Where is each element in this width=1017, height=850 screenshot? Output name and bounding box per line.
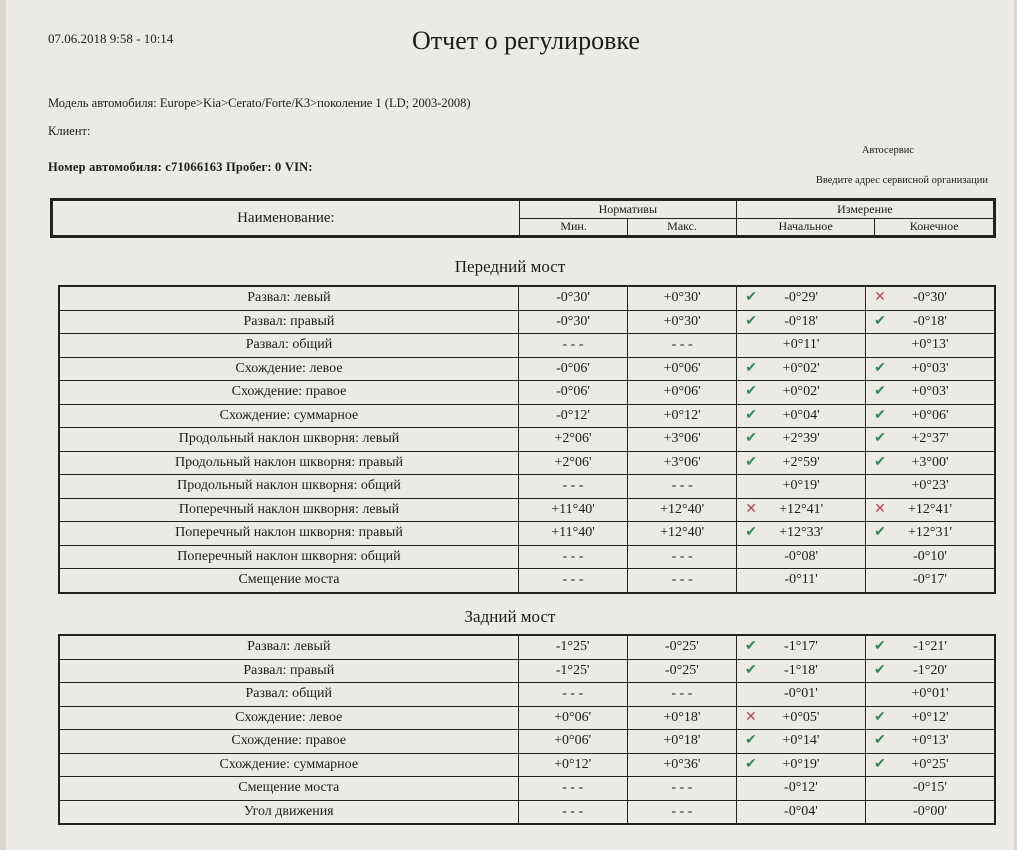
norm-min — [518, 404, 627, 428]
cell-value: - - - — [671, 572, 693, 588]
cell-value: Развал: общий — [245, 337, 333, 353]
parameter-name — [59, 659, 518, 683]
cell-value: +11°40' — [551, 501, 595, 517]
cell-value: +3°00' — [911, 454, 949, 470]
cell-value: -0°12' — [556, 407, 590, 423]
cell-value: Смещение моста — [238, 572, 340, 588]
check-icon: ✔ — [744, 639, 757, 654]
measure-final — [865, 659, 995, 683]
cell-value: +0°13' — [911, 337, 949, 353]
cell-value: - - - — [671, 803, 693, 819]
cell-value: +0°25' — [911, 756, 949, 772]
table-row — [59, 730, 995, 754]
cell-value: -1°25' — [555, 639, 590, 655]
cell-value: -0°04' — [784, 803, 818, 819]
norm-min — [518, 569, 627, 593]
measure-initial — [737, 498, 866, 522]
cell-value: Развал: общий — [245, 686, 333, 702]
report-sheet — [6, 0, 1014, 850]
check-icon: ✔ — [873, 733, 886, 748]
parameter-name — [59, 357, 518, 381]
norm-max — [628, 522, 737, 546]
cross-icon: ✕ — [874, 290, 886, 305]
norm-min — [518, 635, 627, 659]
cell-value: +0°05' — [782, 709, 820, 725]
parameter-name — [59, 569, 518, 593]
norm-max — [628, 286, 737, 310]
cell-value: Развал: левый — [247, 639, 331, 655]
norm-min — [518, 357, 627, 381]
column-max: Макс. — [628, 218, 737, 236]
cell-value: -0°17' — [913, 572, 947, 588]
cell-value: -0°25' — [664, 662, 699, 678]
cell-value: Поперечный наклон шкворня: левый — [178, 501, 400, 517]
measure-final — [866, 428, 995, 452]
cell-value: Поперечный наклон шкворня: правый — [175, 525, 403, 541]
rear-axle-table — [58, 634, 996, 825]
measure-final — [866, 569, 995, 593]
cross-icon: ✕ — [745, 501, 757, 517]
cell-value: +0°01' — [911, 686, 949, 702]
norm-max — [627, 777, 736, 801]
parameter-name — [59, 730, 518, 754]
measure-initial — [737, 286, 866, 310]
car-model: Модель автомобиля: Europe>Kia>Cerato/Forte/K3>поколение 1 (LD; 2003-2008) — [48, 96, 471, 110]
cell-value: +3°06' — [663, 431, 701, 447]
check-icon: ✔ — [874, 407, 886, 423]
column-min: Мин. — [519, 218, 628, 236]
cell-value: Продольный наклон шкворня: общий — [177, 478, 401, 494]
parameter-name — [59, 428, 518, 452]
cell-value: +0°12' — [911, 709, 949, 725]
parameter-name — [59, 522, 518, 546]
cell-value: +0°12' — [554, 756, 592, 772]
cell-value: Поперечный наклон шкворня: общий — [177, 548, 401, 564]
cell-value: +0°04' — [782, 407, 820, 423]
norm-max — [627, 753, 736, 777]
norm-max — [627, 659, 736, 683]
check-icon: ✔ — [874, 360, 886, 376]
cell-value: +0°30' — [663, 290, 701, 306]
cell-value: -0°10' — [913, 548, 947, 564]
table-row — [59, 659, 995, 683]
parameter-name — [59, 334, 518, 358]
cell-value: +11°40' — [551, 525, 595, 541]
norm-max — [628, 404, 737, 428]
measure-initial — [737, 310, 866, 334]
measure-initial — [736, 683, 865, 707]
table-row — [59, 569, 995, 593]
measure-initial — [736, 730, 865, 754]
measure-final — [866, 451, 995, 475]
parameter-name — [59, 706, 518, 730]
cell-value: -1°25' — [555, 662, 590, 678]
cell-value: -1°21' — [913, 639, 947, 655]
cell-value: -0°12' — [784, 780, 818, 796]
parameter-name — [59, 310, 518, 334]
cell-value: +0°12' — [663, 407, 701, 423]
check-icon: ✔ — [874, 454, 886, 470]
cell-value: +12°33' — [779, 525, 824, 541]
cell-value: -0°00' — [913, 803, 947, 819]
cell-value: Продольный наклон шкворня: левый — [178, 431, 400, 447]
norm-max — [628, 310, 737, 334]
table-row — [59, 522, 995, 546]
cell-value: -0°18' — [784, 313, 819, 329]
cell-value: -0°30' — [913, 290, 947, 306]
cell-value: -0°08' — [784, 548, 819, 564]
cell-value: Схождение: суммарное — [219, 756, 359, 772]
measure-initial — [737, 545, 866, 569]
cell-value: +2°06' — [554, 454, 592, 470]
measure-final — [865, 635, 995, 659]
cell-value: Угол движения — [243, 803, 334, 819]
cell-value: Продольный наклон шкворня: правый — [174, 454, 403, 470]
table-row — [59, 706, 995, 730]
check-icon: ✔ — [745, 313, 757, 329]
norm-max — [628, 334, 737, 358]
cell-value: - - - — [562, 803, 584, 819]
check-icon: ✔ — [745, 431, 757, 446]
norm-min — [518, 310, 627, 334]
cell-value: +0°19' — [782, 756, 820, 772]
measure-final — [866, 286, 995, 310]
table-row — [59, 753, 995, 777]
measure-initial — [737, 428, 866, 452]
norm-max — [628, 498, 737, 522]
parameter-name — [59, 545, 518, 569]
table-row — [59, 498, 995, 522]
measure-initial — [736, 706, 865, 730]
cell-value: - - - — [562, 686, 584, 702]
check-icon: ✔ — [744, 662, 757, 678]
measure-final — [865, 777, 995, 801]
cell-value: +0°06' — [663, 360, 701, 376]
cell-value: Развал: левый — [247, 290, 331, 306]
table-row — [59, 800, 995, 824]
cell-value: +0°06' — [911, 407, 949, 423]
parameter-name — [59, 381, 518, 405]
cell-value: +3°06' — [663, 454, 701, 470]
front-axle-table — [58, 285, 996, 594]
cross-icon: ✕ — [744, 709, 757, 725]
measure-initial — [737, 357, 866, 381]
check-icon: ✔ — [874, 525, 886, 540]
car-info: Номер автомобиля: с71066163 Пробег: 0 VIN: — [48, 160, 313, 174]
parameter-name — [59, 404, 518, 428]
cell-value: -1°18' — [784, 662, 818, 678]
check-icon: ✔ — [745, 290, 757, 305]
cell-value: +12°40' — [660, 525, 705, 541]
cell-value: +0°18' — [663, 733, 701, 749]
measure-final — [866, 334, 995, 358]
cell-value: +2°39' — [782, 431, 820, 447]
measure-final — [865, 706, 995, 730]
norm-max — [627, 800, 736, 824]
norm-max — [628, 475, 737, 499]
cell-value: +12°41' — [908, 501, 953, 517]
norm-min — [518, 522, 627, 546]
norm-max — [628, 451, 737, 475]
cell-value: +0°19' — [782, 478, 820, 494]
measure-initial — [736, 753, 865, 777]
column-initial: Начальное — [736, 218, 875, 236]
cell-value: +0°03' — [911, 360, 949, 376]
cell-value: +0°23' — [911, 478, 949, 494]
cell-value: +0°06' — [554, 709, 592, 725]
norm-min — [518, 498, 627, 522]
cell-value: -0°15' — [913, 780, 947, 796]
cell-value: +12°31' — [908, 525, 953, 541]
check-icon: ✔ — [745, 384, 757, 399]
cell-value: - - - — [562, 548, 584, 564]
cell-value: - - - — [671, 548, 693, 564]
measure-initial — [737, 451, 866, 475]
table-row — [59, 545, 995, 569]
cell-value: +0°13' — [911, 733, 949, 749]
measure-initial — [736, 800, 865, 824]
parameter-name — [59, 800, 518, 824]
norm-max — [628, 428, 737, 452]
cell-value: Схождение: левое — [235, 360, 343, 376]
norm-max — [628, 545, 737, 569]
measure-initial — [737, 404, 866, 428]
cell-value: +0°36' — [663, 756, 701, 772]
measure-initial — [736, 777, 865, 801]
cell-value: +0°18' — [663, 709, 701, 725]
table-row — [59, 635, 995, 659]
cell-value: - - - — [562, 478, 584, 494]
cell-value: Развал: правый — [243, 313, 335, 329]
check-icon: ✔ — [745, 360, 757, 376]
table-row — [59, 334, 995, 358]
measure-final — [866, 357, 995, 381]
cell-value: -0°30' — [556, 313, 590, 329]
check-icon: ✔ — [874, 313, 886, 329]
cell-value: Развал: правый — [243, 662, 335, 678]
norm-min — [518, 753, 627, 777]
parameter-name — [59, 498, 518, 522]
check-icon: ✔ — [745, 525, 757, 540]
cross-icon: ✕ — [874, 501, 886, 517]
cell-value: +0°11' — [782, 337, 820, 353]
cell-value: -0°01' — [784, 686, 818, 702]
measure-initial — [736, 659, 865, 683]
measure-initial — [737, 522, 866, 546]
norm-min — [518, 475, 627, 499]
norm-max — [627, 706, 736, 730]
parameter-name — [59, 451, 518, 475]
norm-max — [627, 683, 736, 707]
measure-final — [866, 404, 995, 428]
cell-value: +2°06' — [554, 431, 592, 447]
table-row — [59, 404, 995, 428]
check-icon: ✔ — [874, 384, 886, 399]
column-norms: Нормативы — [519, 201, 736, 219]
cell-value: +0°02' — [782, 384, 820, 400]
parameter-name — [59, 475, 518, 499]
column-final: Конечное — [875, 218, 994, 236]
check-icon: ✔ — [745, 454, 757, 470]
measure-initial — [737, 569, 866, 593]
norm-max — [628, 357, 737, 381]
cell-value: -0°11' — [784, 572, 818, 588]
norm-min — [518, 800, 627, 824]
norm-min — [518, 428, 627, 452]
cell-value: Схождение: левое — [235, 709, 343, 725]
cell-value: -0°18' — [913, 313, 947, 329]
cell-value: +12°40' — [660, 501, 705, 517]
check-icon: ✔ — [873, 662, 886, 678]
norm-min — [518, 683, 627, 707]
cell-value: -1°20' — [913, 662, 947, 678]
norm-min — [518, 777, 627, 801]
parameter-name — [59, 777, 518, 801]
measure-final — [866, 498, 995, 522]
measure-final — [865, 753, 995, 777]
measure-final — [865, 800, 995, 824]
check-icon: ✔ — [873, 639, 886, 654]
cell-value: +0°06' — [663, 384, 701, 400]
cell-value: +2°59' — [782, 454, 820, 470]
measure-initial — [737, 381, 866, 405]
parameter-name — [59, 683, 518, 707]
cell-value: +0°03' — [911, 384, 949, 400]
cell-value: - - - — [671, 780, 693, 796]
table-row — [59, 357, 995, 381]
cell-value: - - - — [562, 337, 584, 353]
cell-value: - - - — [562, 572, 584, 588]
service-name: Автосервис — [861, 145, 914, 156]
check-icon: ✔ — [745, 407, 757, 423]
measure-initial — [737, 475, 866, 499]
norm-min — [518, 451, 627, 475]
cell-value: -0°06' — [556, 384, 590, 400]
norm-min — [518, 334, 627, 358]
cell-value: +12°41' — [779, 501, 824, 517]
measure-final — [866, 545, 995, 569]
front-axle-title: Передний мост — [454, 257, 566, 276]
cell-value: - - - — [562, 780, 584, 796]
cell-value: -0°29' — [784, 290, 819, 306]
parameter-name — [59, 286, 518, 310]
measure-final — [866, 522, 995, 546]
cell-value: -0°25' — [664, 639, 699, 655]
cell-value: +0°30' — [663, 313, 701, 329]
norm-max — [627, 635, 736, 659]
measure-initial — [737, 334, 866, 358]
norm-max — [628, 381, 737, 405]
norm-min — [518, 659, 627, 683]
norm-max — [628, 569, 737, 593]
cell-value: +0°06' — [554, 733, 592, 749]
cell-value: +0°02' — [782, 360, 820, 376]
measure-final — [866, 310, 995, 334]
parameter-name — [59, 753, 518, 777]
table-row — [59, 286, 995, 310]
cell-value: - - - — [671, 337, 693, 353]
table-row — [59, 475, 995, 499]
measure-initial — [736, 635, 865, 659]
table-row — [59, 428, 995, 452]
cell-value: -1°17' — [784, 639, 818, 655]
table-row — [59, 777, 995, 801]
column-measurement: Измерение — [736, 201, 993, 219]
table-row — [59, 310, 995, 334]
cell-value: Смещение моста — [238, 780, 340, 796]
cell-value: Схождение: суммарное — [219, 407, 359, 423]
rear-axle-title: Задний мост — [464, 607, 556, 626]
cell-value: Схождение: правое — [231, 384, 347, 400]
page-title: Отчет о регулировке — [412, 26, 640, 55]
cell-value: -0°30' — [556, 290, 590, 306]
cell-value: - - - — [671, 686, 693, 702]
report-datetime: 07.06.2018 9:58 - 10:14 — [48, 31, 174, 46]
check-icon: ✔ — [874, 431, 886, 446]
table-header — [50, 198, 996, 238]
check-icon: ✔ — [873, 756, 886, 772]
column-name: Наименование: — [53, 201, 520, 236]
cell-value: -0°06' — [556, 360, 590, 376]
measure-final — [866, 475, 995, 499]
measure-final — [865, 683, 995, 707]
norm-min — [518, 545, 627, 569]
check-icon: ✔ — [873, 709, 886, 725]
check-icon: ✔ — [744, 756, 757, 772]
service-address: Введите адрес сервисной организации — [815, 175, 988, 186]
measure-final — [866, 381, 995, 405]
cell-value: +2°37' — [911, 431, 949, 447]
table-row — [59, 451, 995, 475]
norm-min — [518, 706, 627, 730]
norm-min — [518, 730, 627, 754]
client-label: Клиент: — [48, 124, 91, 138]
cell-value: +0°14' — [782, 733, 820, 749]
table-row — [59, 683, 995, 707]
cell-value: Схождение: правое — [231, 733, 347, 749]
norm-max — [627, 730, 736, 754]
parameter-name — [59, 635, 518, 659]
norm-min — [518, 381, 627, 405]
measure-final — [865, 730, 995, 754]
check-icon: ✔ — [744, 733, 757, 748]
table-row — [59, 381, 995, 405]
cell-value: - - - — [671, 478, 693, 494]
norm-min — [518, 286, 627, 310]
